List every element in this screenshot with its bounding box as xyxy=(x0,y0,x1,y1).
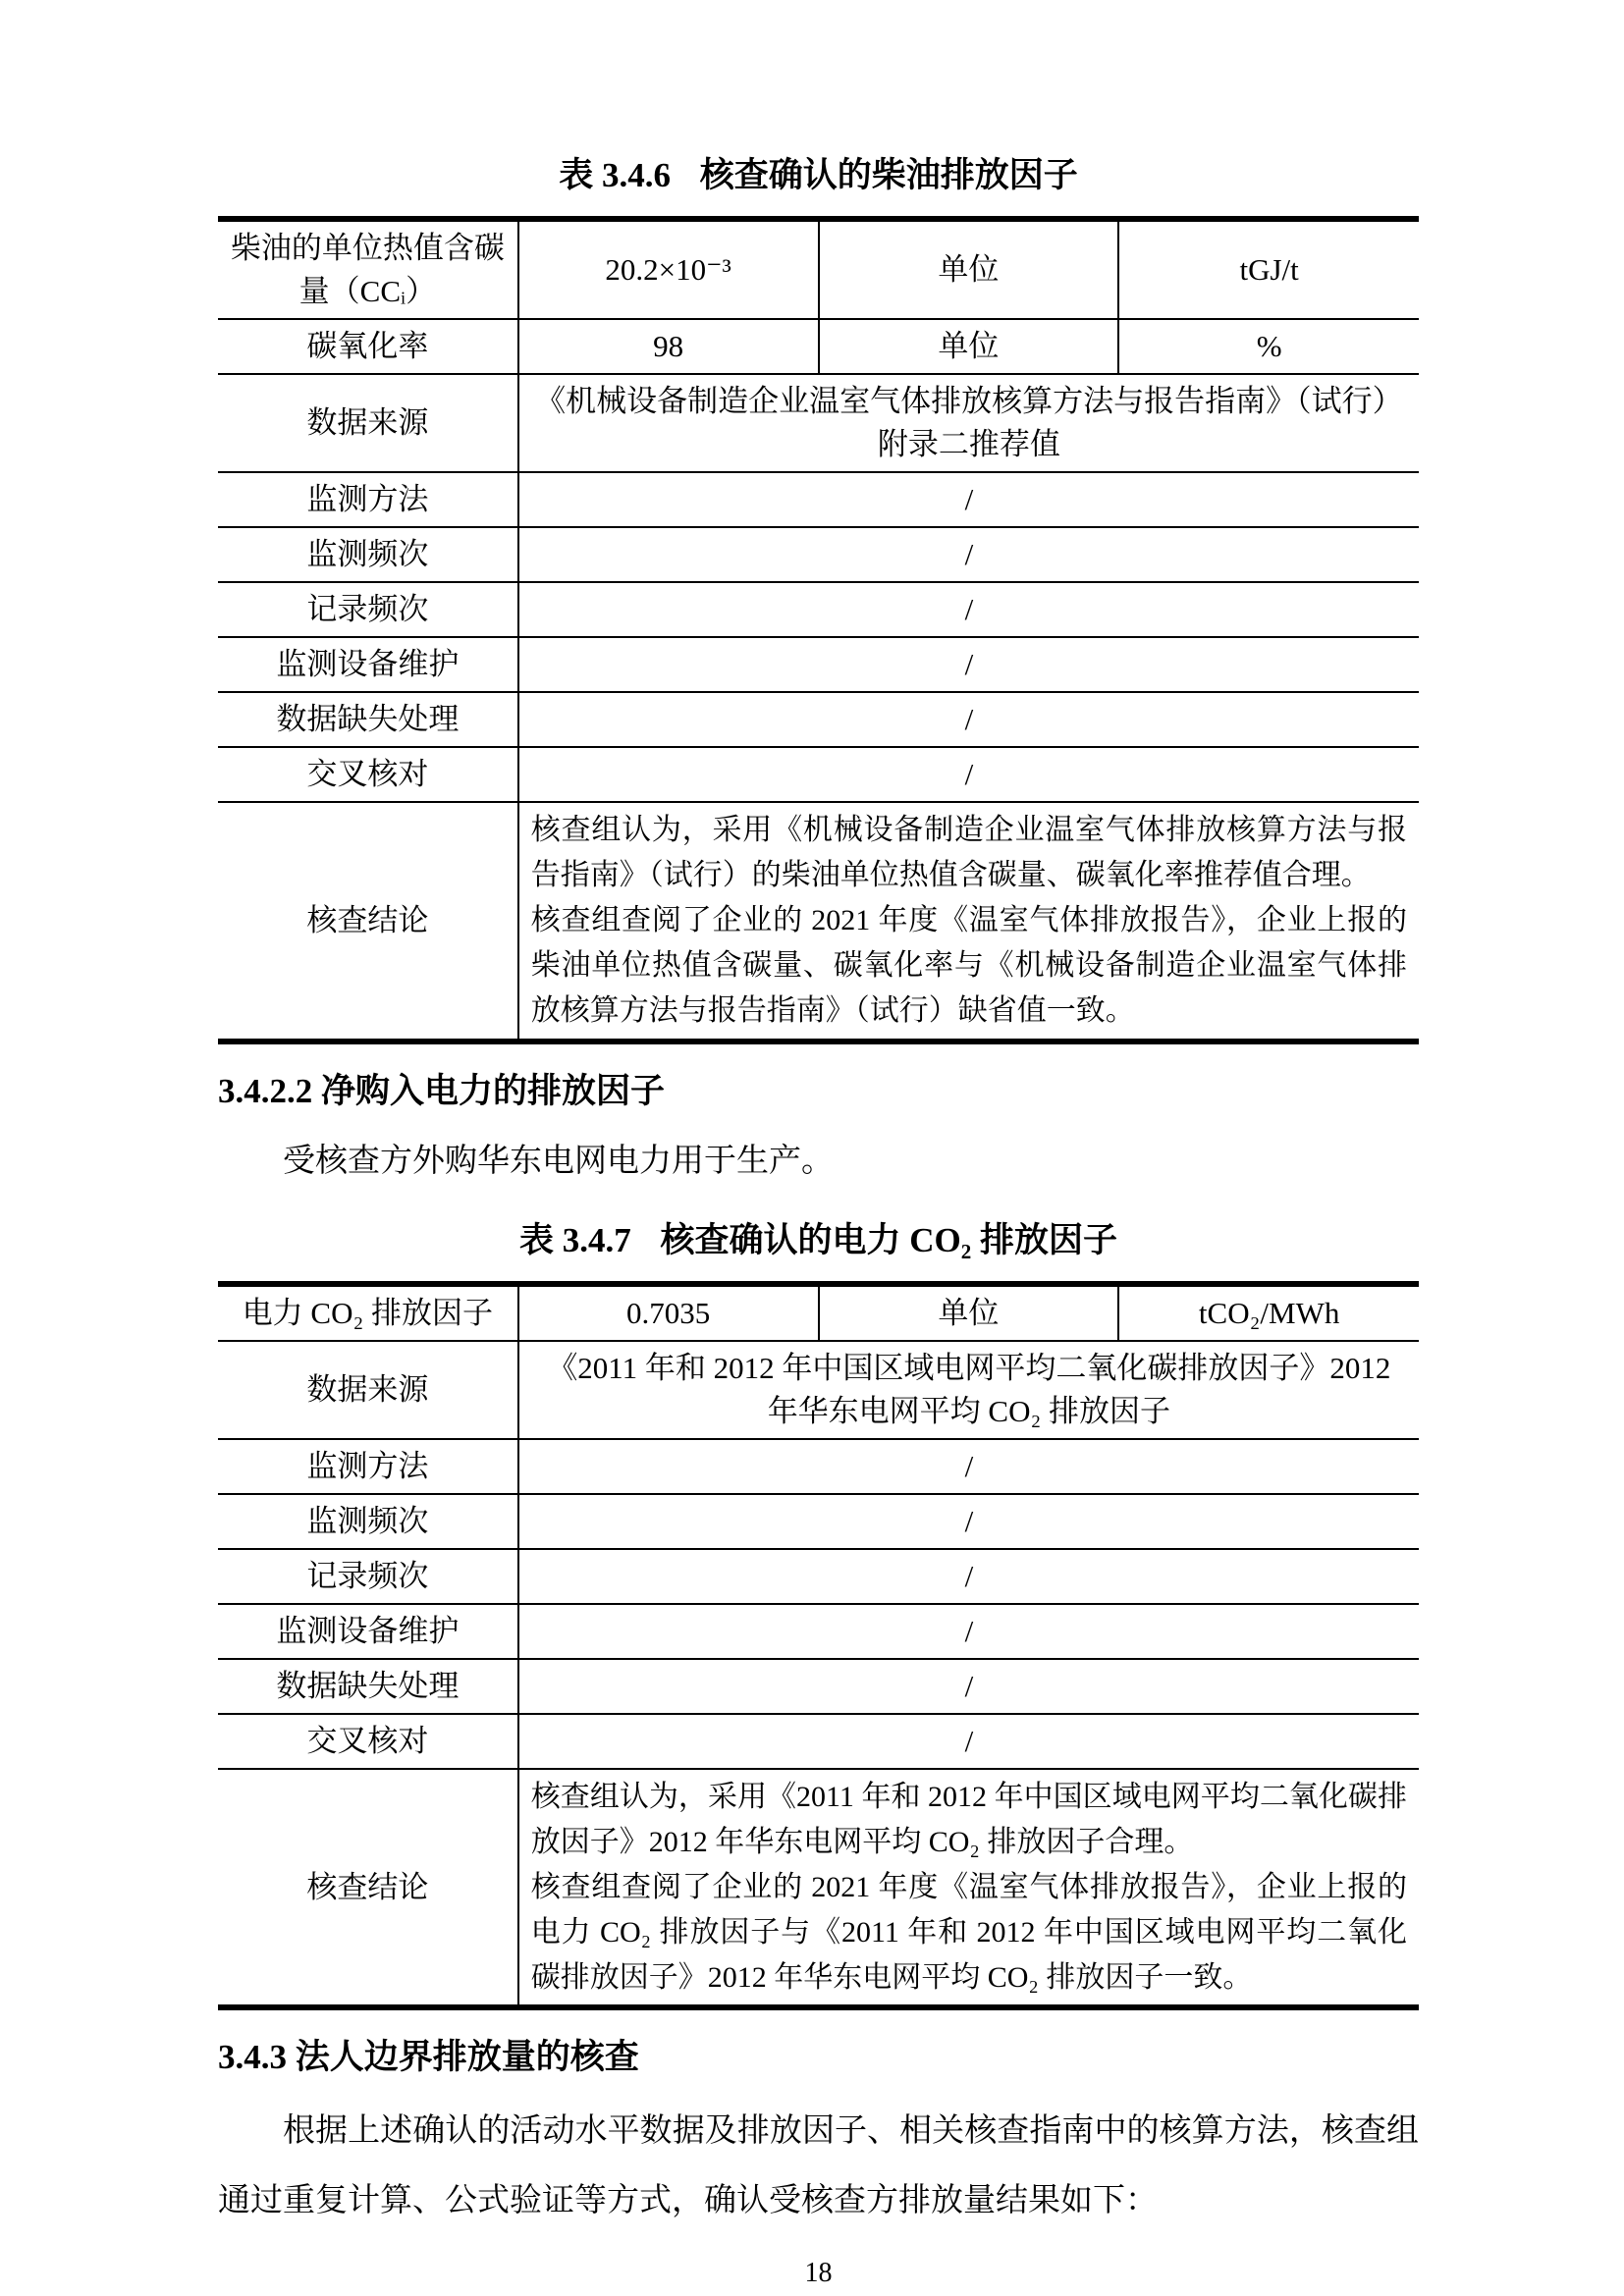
electricity-factor-unit-cell: tCO₂/MWh xyxy=(1118,1284,1419,1341)
oxidation-unit-cell: % xyxy=(1118,319,1419,374)
table-row-conclusion xyxy=(218,802,1419,1041)
cross-check-value-cell: / xyxy=(518,747,1419,802)
conclusion-paragraph-1: 核查组认为，采用《机械设备制造企业温室气体排放核算方法与报告指南》（试行）的柴油单位热值含碳量、碳氧化率推荐值合理。 xyxy=(530,814,1407,892)
paragraph-emission-verification: 根据上述确认的活动水平数据及排放因子、相关核查指南中的核算方法，核查组通过重复计算、公式验证等方式，确认受核查方排放量结果如下： xyxy=(218,2113,1419,2219)
electricity-factor-value-cell: 0.7035 xyxy=(518,1284,819,1341)
table-row-record-frequency xyxy=(218,582,1419,637)
data-source-label-cell: 数据来源 xyxy=(218,1341,518,1439)
table-row-electricity-factor xyxy=(218,1284,1419,1341)
table-row-monitoring-frequency xyxy=(218,527,1419,582)
table-row-record-frequency xyxy=(218,1549,1419,1604)
data-source-value-cell: 《机械设备制造企业温室气体排放核算方法与报告指南》（试行）附录二推荐值 xyxy=(518,374,1419,472)
equipment-maintenance-value-cell: / xyxy=(518,1604,1419,1659)
table-row-data-source xyxy=(218,1341,1419,1439)
table-row-missing-data xyxy=(218,692,1419,747)
diesel-emission-factor-table xyxy=(218,216,1419,1044)
record-frequency-value-cell: / xyxy=(518,582,1419,637)
table-row-oxidation xyxy=(218,319,1419,374)
section-heading-3-4-3: 3.4.3 法人边界排放量的核查 xyxy=(218,2038,639,2077)
table-3-4-7-caption: 核查确认的电力 CO₂ 排放因子 xyxy=(660,1220,1117,1259)
cross-check-label-cell: 交叉核对 xyxy=(218,747,518,802)
table-row-monitoring-method xyxy=(218,472,1419,527)
monitoring-frequency-label-cell: 监测频次 xyxy=(218,1494,518,1549)
table-row-equipment-maintenance xyxy=(218,637,1419,692)
conclusion-value-cell xyxy=(518,1769,1419,2007)
monitoring-frequency-value-cell: / xyxy=(518,1494,1419,1549)
table-row-cci xyxy=(218,219,1419,319)
monitoring-method-label-cell: 监测方法 xyxy=(218,472,518,527)
equipment-maintenance-label-cell: 监测设备维护 xyxy=(218,1604,518,1659)
table-row-cross-check xyxy=(218,747,1419,802)
table-row-monitoring-method xyxy=(218,1439,1419,1494)
conclusion-label-cell: 核查结论 xyxy=(218,1769,518,2007)
table-3-4-6-caption: 核查确认的柴油排放因子 xyxy=(699,156,1078,194)
oxidation-label-cell: 碳氧化率 xyxy=(218,319,518,374)
table-row-data-source xyxy=(218,374,1419,472)
record-frequency-label-cell: 记录频次 xyxy=(218,1549,518,1604)
conclusion-label-cell: 核查结论 xyxy=(218,802,518,1041)
monitoring-method-value-cell: / xyxy=(518,472,1419,527)
monitoring-method-label-cell: 监测方法 xyxy=(218,1439,518,1494)
equipment-maintenance-value-cell: / xyxy=(518,637,1419,692)
conclusion-paragraph-1: 核查组认为，采用《2011 年和 2012 年中国区域电网平均二氧化碳排放因子》2012 年华东电网平均 CO₂ 排放因子合理。 xyxy=(530,1781,1407,1858)
section-heading-3-4-2-2: 3.4.2.2 净购入电力的排放因子 xyxy=(218,1071,666,1110)
table-row-missing-data xyxy=(218,1659,1419,1714)
electricity-factor-unit-label-cell: 单位 xyxy=(819,1284,1119,1341)
equipment-maintenance-label-cell: 监测设备维护 xyxy=(218,637,518,692)
table-3-4-6-number: 表 3.4.6 xyxy=(559,156,671,194)
cross-check-value-cell: / xyxy=(518,1714,1419,1769)
cci-label-cell: 柴油的单位热值含碳量（CCᵢ） xyxy=(218,219,518,319)
monitoring-frequency-value-cell: / xyxy=(518,527,1419,582)
cross-check-label-cell: 交叉核对 xyxy=(218,1714,518,1769)
conclusion-paragraph-2: 核查组查阅了企业的 2021 年度《温室气体排放报告》，企业上报的柴油单位热值含碳量、碳氧化率与《机械设备制造企业温室气体排放核算方法与报告指南》（试行）缺省值一致。 xyxy=(530,903,1407,1027)
table-row-cross-check xyxy=(218,1714,1419,1769)
paragraph-electricity-purchase: 受核查方外购华东电网电力用于生产。 xyxy=(283,1144,834,1180)
data-source-value-cell: 《2011 年和 2012 年中国区域电网平均二氧化碳排放因子》2012 年华东电网平均 CO₂ 排放因子 xyxy=(518,1341,1419,1439)
missing-data-label-cell: 数据缺失处理 xyxy=(218,692,518,747)
electricity-factor-label-cell: 电力 CO₂ 排放因子 xyxy=(218,1284,518,1341)
record-frequency-label-cell: 记录频次 xyxy=(218,582,518,637)
page-number: 18 xyxy=(804,2258,833,2289)
oxidation-value-cell: 98 xyxy=(518,319,819,374)
missing-data-label-cell: 数据缺失处理 xyxy=(218,1659,518,1714)
cci-unit-cell: tGJ/t xyxy=(1118,219,1419,319)
table-3-4-7-title xyxy=(218,1220,1419,1261)
missing-data-value-cell: / xyxy=(518,1659,1419,1714)
cci-unit-label-cell: 单位 xyxy=(819,219,1119,319)
missing-data-value-cell: / xyxy=(518,692,1419,747)
monitoring-frequency-label-cell: 监测频次 xyxy=(218,527,518,582)
table-3-4-7-number: 表 3.4.7 xyxy=(518,1220,631,1259)
table-row-monitoring-frequency xyxy=(218,1494,1419,1549)
record-frequency-value-cell: / xyxy=(518,1549,1419,1604)
monitoring-method-value-cell: / xyxy=(518,1439,1419,1494)
data-source-label-cell: 数据来源 xyxy=(218,374,518,472)
conclusion-value-cell xyxy=(518,802,1419,1041)
table-row-conclusion xyxy=(218,1769,1419,2007)
table-row-equipment-maintenance xyxy=(218,1604,1419,1659)
cci-value-cell: 20.2×10⁻³ xyxy=(518,219,819,319)
oxidation-unit-label-cell: 单位 xyxy=(819,319,1119,374)
electricity-emission-factor-table xyxy=(218,1281,1419,2011)
conclusion-paragraph-2: 核查组查阅了企业的 2021 年度《温室气体排放报告》，企业上报的电力 CO₂ 排放因子与《2011 年和 2012 年中国区域电网平均二氧化碳排放因子》2012 年华东电网平均 CO₂ 排放因子一致。 xyxy=(530,1870,1407,1994)
table-3-4-6-title xyxy=(218,155,1419,196)
